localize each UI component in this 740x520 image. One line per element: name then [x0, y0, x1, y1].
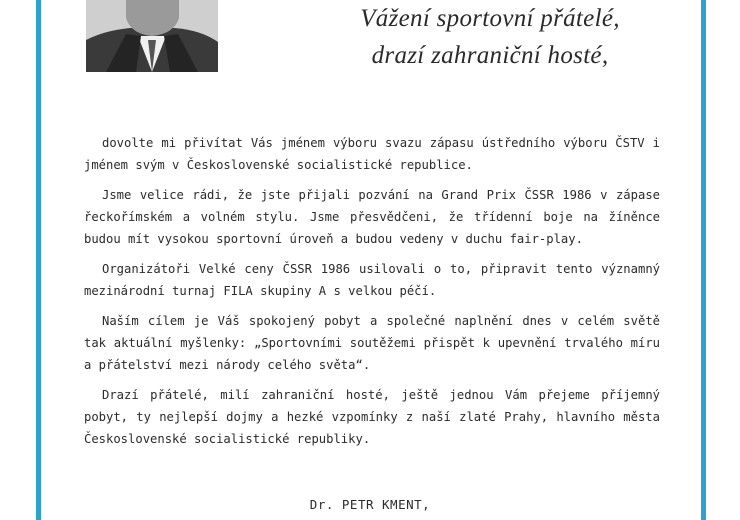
left-border-stripe [36, 0, 41, 520]
right-border-stripe [701, 0, 706, 520]
letter-body [84, 132, 660, 458]
paragraph-1: dovolte mi přivítat Vás jménem výboru svazu zápasu ústředního výboru ČSTV i jménem svým v Československé socialistické republice. [84, 136, 660, 172]
paragraph-4: Naším cílem je Váš spokojený pobyt a společné naplnění dnes v celém světě tak aktuální myšlenky: „Sportovními soutěžemi přispět k upevnění trvalého míru a přátelství mezi národy celého světa“. [84, 314, 660, 372]
greeting-heading [300, 0, 680, 74]
portrait-photo [86, 0, 218, 72]
signature: Dr. PETR KMENT, [309, 497, 431, 512]
greeting-line-1: Vážení sportovní přátelé, [360, 5, 620, 32]
paragraph-5: Drazí přátelé, milí zahraniční hosté, ještě jednou Vám přejeme příjemný pobyt, ty nejlepší dojmy a hezké vzpomínky z naší zlaté Prahy, hlavního města Československé socialistické republiky. [84, 388, 660, 446]
paragraph-2: Jsme velice rádi, že jste přijali pozvání na Grand Prix ČSSR 1986 v zápase řeckořímském a volném stylu. Jsme přesvědčeni, že třídenní boje na žíněnce budou mít vysokou sportovní úroveň a budou vedeny v duchu fair-play. [84, 188, 660, 246]
paragraph-3: Organizátoři Velké ceny ČSSR 1986 usilovali o to, připravit tento významný mezinárodní turnaj FILA skupiny A s velkou péčí. [84, 262, 660, 298]
greeting-line-2: drazí zahraniční hosté, [371, 42, 609, 69]
